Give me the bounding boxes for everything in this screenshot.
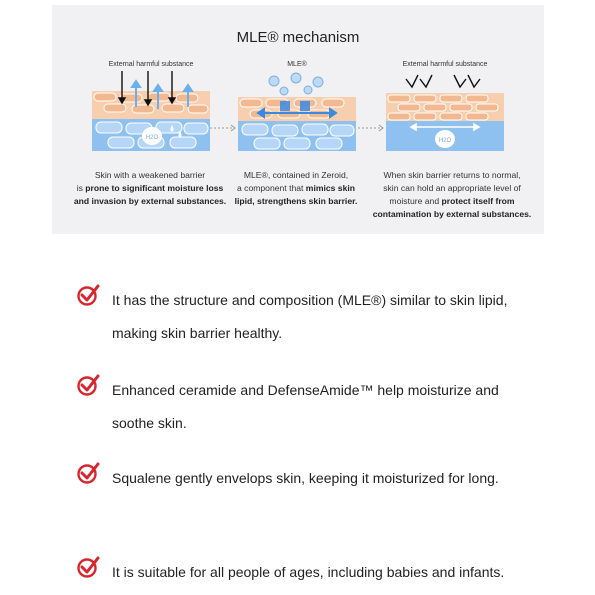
arrow-right-icon bbox=[210, 123, 238, 133]
mechanism-panel bbox=[52, 5, 544, 234]
diagram-mle-action bbox=[238, 61, 356, 151]
benefit-text: Enhanced ceramide and DefenseAmide™ help moisturize and soothe skin. bbox=[112, 382, 499, 431]
check-circle-icon bbox=[76, 462, 100, 484]
benefit-text: It has the structure and composition (MLE®) similar to skin lipid, making skin barrier healthy. bbox=[112, 292, 508, 341]
check-circle-icon bbox=[76, 374, 100, 396]
diagram-label: External harmful substance bbox=[402, 61, 488, 68]
h2o-label: H2O bbox=[145, 135, 159, 141]
restored-skin-illustration bbox=[386, 61, 504, 151]
caption-restored-barrier: When skin barrier returns to normal, skin can hold an appropriate level of moisture and protect itself from contamination by external substances. bbox=[372, 170, 532, 219]
benefit-text: It is suitable for all people of ages, including babies and infants. bbox=[112, 564, 505, 580]
mle-skin-illustration bbox=[238, 61, 356, 151]
diagram-weakened-barrier bbox=[92, 61, 210, 151]
diagram-label: External harmful substance bbox=[108, 61, 194, 68]
diagram-label: MLE® bbox=[287, 61, 307, 68]
caption-mle-action: MLE®, contained in Zeroid, a component that mimics skin lipid, strengthens skin barrier. bbox=[234, 170, 358, 206]
check-circle-icon bbox=[76, 556, 100, 578]
check-circle-icon bbox=[76, 284, 100, 306]
diagram-restored-barrier bbox=[386, 61, 504, 151]
panel-title: MLE® mechanism bbox=[236, 29, 360, 46]
benefit-text: Squalene gently envelops skin, keeping it moisturized for long. bbox=[112, 470, 499, 486]
h2o-label: H2O bbox=[438, 138, 452, 144]
caption-weakened-barrier: Skin with a weakened barrier is prone to significant moisture loss and invasion by external substances. bbox=[73, 170, 227, 206]
weakened-skin-illustration bbox=[92, 61, 210, 151]
arrow-right-icon bbox=[358, 123, 386, 133]
